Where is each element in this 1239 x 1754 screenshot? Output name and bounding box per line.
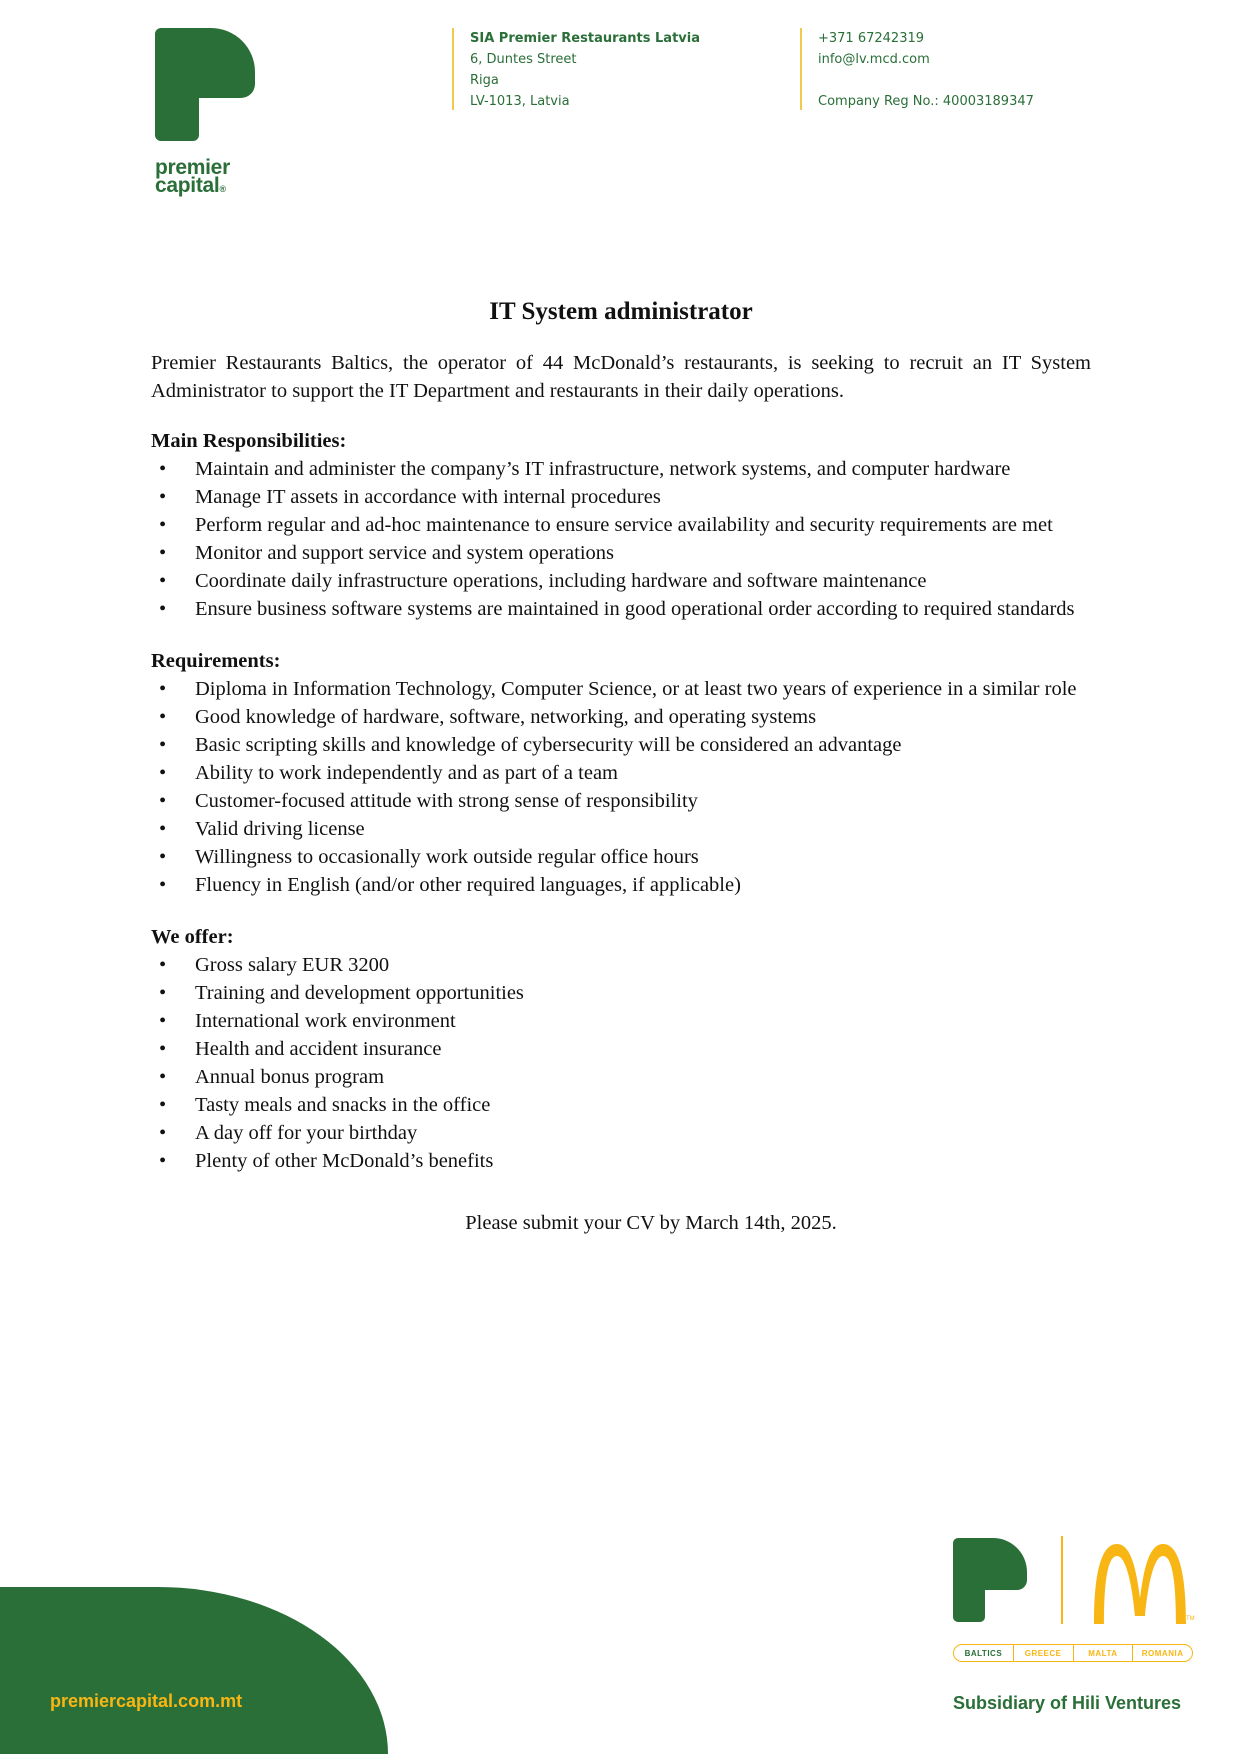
subsidiary-note: Subsidiary of Hili Ventures [953, 1693, 1182, 1713]
bullet-icon: • [159, 486, 167, 508]
logo-word-capital: capital [155, 174, 220, 197]
intro-paragraph: Premier Restaurants Baltics, the operator of 44 McDonald’s restaurants, is seeking to recruit an IT System Administrator to support the IT Department and restaurants in their daily operations. [151, 352, 1091, 402]
list-item [151, 843, 1091, 871]
region-selector [953, 1644, 1193, 1662]
bullet-icon: • [159, 1038, 167, 1060]
list-item-text: Diploma in Information Technology, Computer Science, or at least two years of experience in a similar role [195, 678, 1077, 700]
list-item-text: Maintain and administer the company’s IT infrastructure, network systems, and computer hardware [195, 458, 1011, 480]
bullet-icon: • [159, 1094, 167, 1116]
responsibilities-heading: Main Responsibilities: [151, 430, 347, 452]
company-name: SIA Premier Restaurants Latvia [470, 31, 700, 46]
bullet-icon: • [159, 570, 167, 592]
bullet-icon: • [159, 874, 167, 896]
list-item-text: Ensure business software systems are maintained in good operational order according to required standards [195, 598, 1075, 620]
list-item [151, 539, 1091, 567]
list-item-text: Manage IT assets in accordance with internal procedures [195, 486, 661, 508]
bullet-icon: • [159, 762, 167, 784]
logo-word-premier: premier [155, 156, 230, 179]
city: Riga [470, 73, 499, 88]
bullet-icon: • [159, 1150, 167, 1172]
bullet-icon: • [159, 598, 167, 620]
bullet-icon: • [159, 678, 167, 700]
bullet-icon: • [159, 1010, 167, 1032]
company-reg-number: Company Reg No.: 40003189347 [818, 94, 1034, 109]
premier-capital-logo [155, 28, 255, 198]
closing-deadline: Please submit your CV by March 14th, 2025. [465, 1212, 837, 1234]
list-item-text: Training and development opportunities [195, 982, 524, 1004]
region-greece: GREECE [1014, 1645, 1074, 1661]
list-item [151, 1119, 1091, 1147]
list-item-text: Health and accident insurance [195, 1038, 442, 1060]
bullet-icon: • [159, 790, 167, 812]
bullet-icon: • [159, 982, 167, 1004]
bullet-icon: • [159, 542, 167, 564]
list-item [151, 1035, 1091, 1063]
list-item-text: Valid driving license [195, 818, 365, 840]
region-malta: MALTA [1074, 1645, 1134, 1661]
list-item [151, 979, 1091, 1007]
premier-capital-p-icon [155, 28, 255, 141]
list-item-text: Ability to work independently and as part of a team [195, 762, 618, 784]
list-item [151, 567, 1091, 595]
list-item-text: Coordinate daily infrastructure operations, including hardware and software maintenance [195, 570, 927, 592]
spacer [818, 70, 1034, 91]
bullet-icon: • [159, 706, 167, 728]
requirements-heading: Requirements: [151, 650, 281, 672]
list-item [151, 455, 1091, 483]
company-contact [800, 28, 1034, 110]
list-item [151, 787, 1091, 815]
list-item [151, 1007, 1091, 1035]
list-item-text: Monitor and support service and system operations [195, 542, 615, 564]
footer-green-shape [0, 1587, 388, 1754]
list-item [151, 951, 1091, 979]
list-item-text: Tasty meals and snacks in the office [195, 1094, 491, 1116]
responsibilities-list [151, 455, 1091, 623]
mcdonalds-arches-icon [1090, 1540, 1190, 1624]
street-address: 6, Duntes Street [470, 52, 577, 67]
footer-brand-logos [950, 1536, 1200, 1726]
region-baltics: BALTICS [954, 1645, 1014, 1661]
bullet-icon: • [159, 1122, 167, 1144]
email-link[interactable]: info@lv.mcd.com [818, 52, 930, 67]
list-item [151, 731, 1091, 759]
list-item-text: Basic scripting skills and knowledge of cybersecurity will be considered an advantage [195, 734, 902, 756]
list-item-text: Good knowledge of hardware, software, networking, and operating systems [195, 706, 817, 728]
job-posting [151, 295, 1091, 1258]
trademark-mark: TM [1186, 1616, 1195, 1622]
offer-heading: We offer: [151, 926, 234, 948]
list-item-text: Fluency in English (and/or other required languages, if applicable) [195, 874, 741, 896]
postal-code: LV-1013, Latvia [470, 94, 570, 109]
bullet-icon: • [159, 458, 167, 480]
list-item-text: Perform regular and ad-hoc maintenance to ensure service availability and security requirements are met [195, 514, 1053, 536]
list-item-text: Customer-focused attitude with strong sense of responsibility [195, 790, 698, 812]
list-item [151, 511, 1091, 539]
list-item-text: Gross salary EUR 3200 [195, 954, 390, 976]
list-item [151, 1063, 1091, 1091]
bullet-icon: • [159, 818, 167, 840]
offer-list [151, 951, 1091, 1175]
logo-wordmark [155, 156, 255, 198]
list-item [151, 1091, 1091, 1119]
bullet-icon: • [159, 954, 167, 976]
premier-capital-p-icon [953, 1538, 1027, 1622]
registered-mark: ® [219, 184, 226, 194]
list-item [151, 759, 1091, 787]
list-item-text: International work environment [195, 1010, 456, 1032]
website-link[interactable]: premiercapital.com.mt [50, 1691, 243, 1711]
logo-divider [1061, 1536, 1063, 1624]
company-address [452, 28, 700, 110]
region-romania: ROMANIA [1141, 1648, 1184, 1658]
phone-number: +371 67242319 [818, 31, 925, 46]
list-item-text: Plenty of other McDonald’s benefits [195, 1150, 494, 1172]
bullet-icon: • [159, 846, 167, 868]
list-item [151, 815, 1091, 843]
list-item-text: A day off for your birthday [195, 1122, 418, 1144]
list-item-text: Willingness to occasionally work outside regular office hours [195, 846, 699, 868]
list-item [151, 675, 1091, 703]
list-item [151, 595, 1091, 623]
list-item [151, 703, 1091, 731]
list-item [151, 871, 1091, 899]
bullet-icon: • [159, 514, 167, 536]
bullet-icon: • [159, 1066, 167, 1088]
bullet-icon: • [159, 734, 167, 756]
list-item [151, 1147, 1091, 1175]
list-item [151, 483, 1091, 511]
page-title: IT System administrator [489, 298, 753, 325]
requirements-list [151, 675, 1091, 899]
list-item-text: Annual bonus program [195, 1066, 385, 1088]
